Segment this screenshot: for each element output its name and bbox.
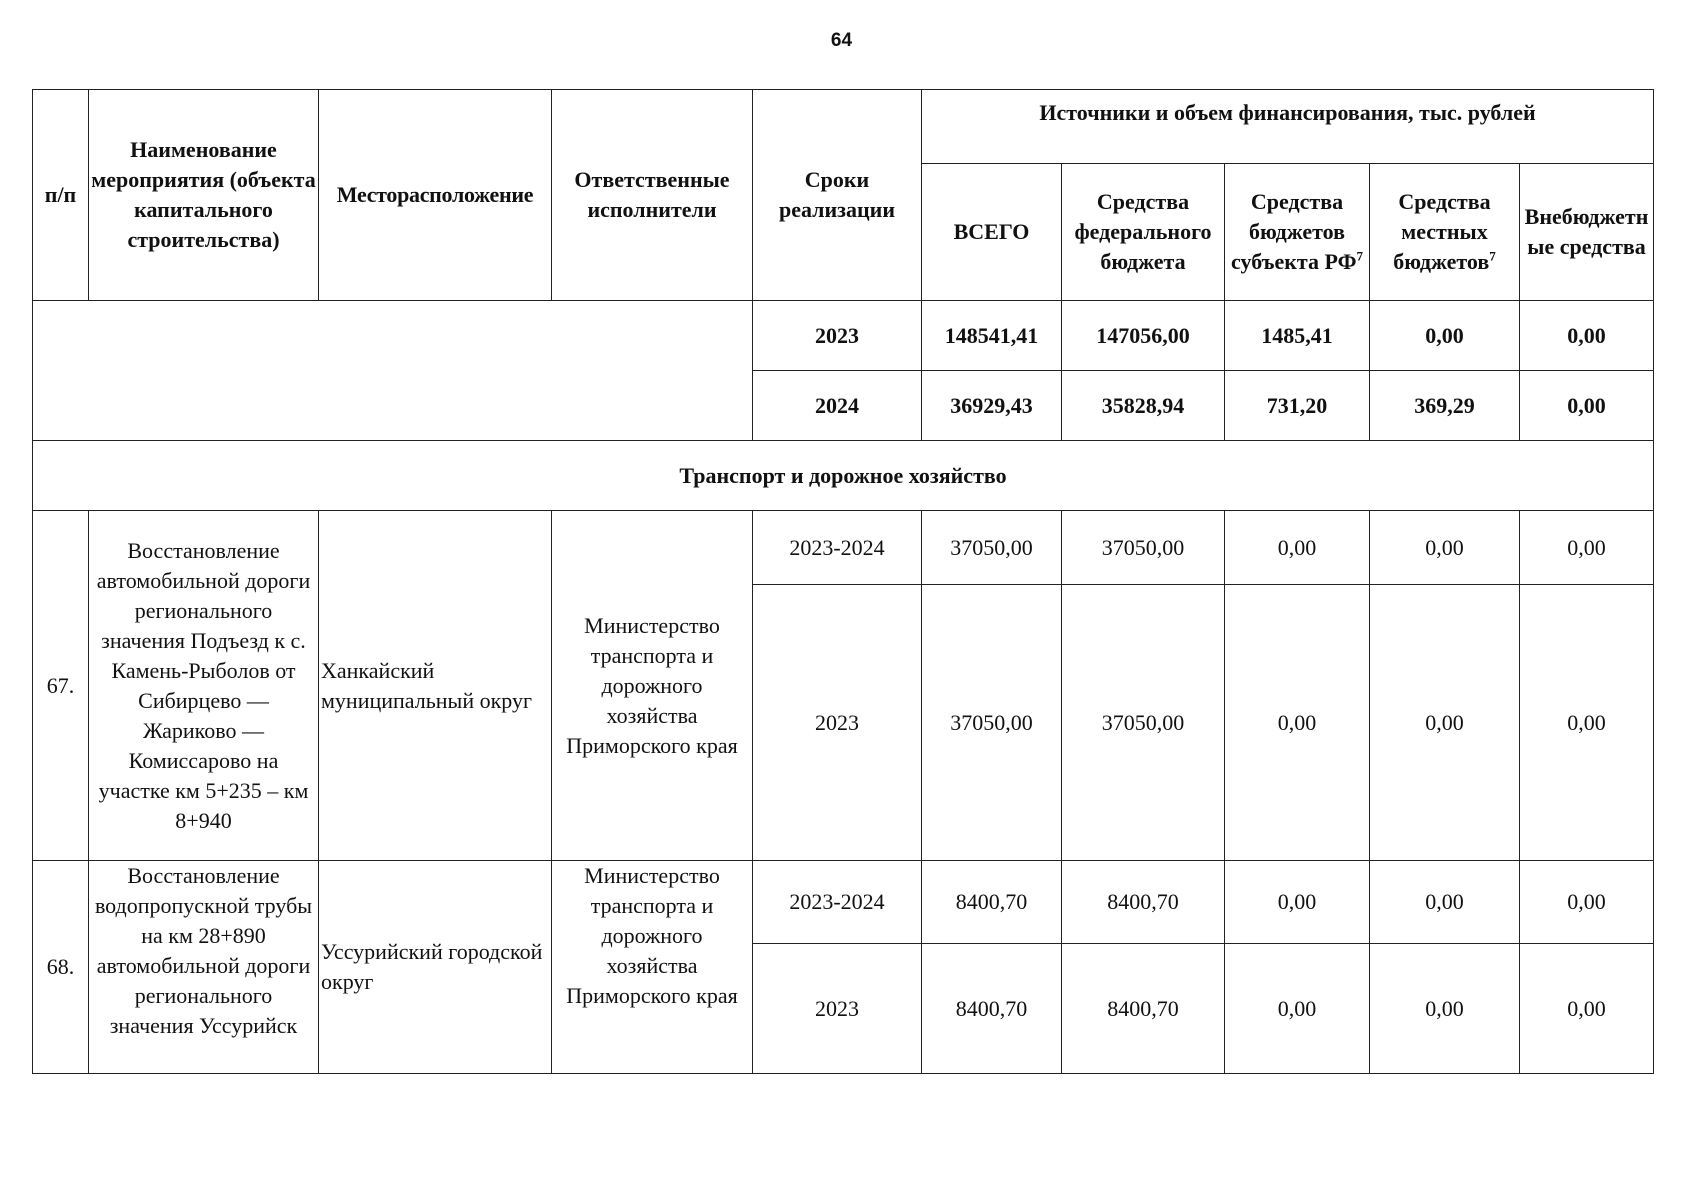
cell-local: 0,00 [1370, 301, 1520, 371]
header-row [33, 90, 1654, 164]
header-extra: Внебюджетные средства [1520, 164, 1654, 301]
cell-extra: 0,00 [1520, 944, 1654, 1074]
cell-period: 2023 [753, 944, 922, 1074]
cell-subject: 1485,41 [1225, 301, 1370, 371]
table-row [33, 861, 1654, 944]
item-name: Восстановление автомобильной дороги регионального значения Подъезд к с. Камень-Рыболов от Сибирцево — Жариково — Комиссарово на участке км 5+235 – км 8+940 [89, 511, 319, 861]
section-title: Транспорт и дорожное хозяйство [33, 441, 1654, 511]
cell-local: 0,00 [1370, 861, 1520, 944]
cell-extra: 0,00 [1520, 511, 1654, 585]
cell-local: 0,00 [1370, 511, 1520, 585]
header-location: Месторасположение [319, 90, 552, 301]
header-local [1370, 164, 1520, 301]
cell-total: 37050,00 [922, 585, 1062, 861]
totals-row [33, 301, 1654, 371]
header-local-label: Средства местных бюджетов [1393, 189, 1491, 274]
cell-extra: 0,00 [1520, 861, 1654, 944]
cell-extra: 0,00 [1520, 301, 1654, 371]
header-financing-group: Источники и объем финансирования, тыс. рублей [922, 90, 1654, 164]
cell-federal: 37050,00 [1062, 585, 1225, 861]
cell-local: 369,29 [1370, 371, 1520, 441]
header-period: Сроки реализации [753, 90, 922, 301]
cell-federal: 37050,00 [1062, 511, 1225, 585]
cell-total: 8400,70 [922, 944, 1062, 1074]
header-executors: Ответственные исполнители [552, 90, 753, 301]
cell-federal: 8400,70 [1062, 944, 1225, 1074]
header-subject [1225, 164, 1370, 301]
cell-extra: 0,00 [1520, 371, 1654, 441]
table-row [33, 511, 1654, 585]
footnote-mark: 7 [1356, 248, 1363, 264]
cell-federal: 35828,94 [1062, 371, 1225, 441]
cell-period: 2023 [753, 301, 922, 371]
cell-subject: 0,00 [1225, 944, 1370, 1074]
cell-subject: 731,20 [1225, 371, 1370, 441]
header-num: п/п [33, 90, 89, 301]
item-number: 68. [33, 861, 89, 1074]
totals-blank-cell [33, 301, 753, 441]
cell-period: 2024 [753, 371, 922, 441]
section-row [33, 441, 1654, 511]
cell-total: 37050,00 [922, 511, 1062, 585]
cell-total: 36929,43 [922, 371, 1062, 441]
cell-total: 148541,41 [922, 301, 1062, 371]
cell-subject: 0,00 [1225, 861, 1370, 944]
financing-table [32, 89, 1654, 1074]
page-number: 64 [830, 30, 853, 51]
item-location: Ханкайский муниципальный округ [319, 511, 552, 861]
item-location: Уссурийский городской округ [319, 861, 552, 1074]
cell-extra: 0,00 [1520, 585, 1654, 861]
cell-local: 0,00 [1370, 944, 1520, 1074]
cell-federal: 147056,00 [1062, 301, 1225, 371]
item-executor: Министерство транспорта и дорожного хозяйства Приморского края [552, 861, 753, 1074]
header-federal: Средства федерального бюджета [1062, 164, 1225, 301]
cell-subject: 0,00 [1225, 585, 1370, 861]
cell-period: 2023-2024 [753, 861, 922, 944]
header-total: ВСЕГО [922, 164, 1062, 301]
cell-period: 2023-2024 [753, 511, 922, 585]
cell-federal: 8400,70 [1062, 861, 1225, 944]
cell-subject: 0,00 [1225, 511, 1370, 585]
footnote-mark: 7 [1489, 248, 1496, 264]
item-number: 67. [33, 511, 89, 861]
item-executor: Министерство транспорта и дорожного хозяйства Приморского края [552, 511, 753, 861]
item-name: Восстановление водопропускной трубы на км 28+890 автомобильной дороги регионального значения Уссурийск [89, 861, 319, 1074]
cell-total: 8400,70 [922, 861, 1062, 944]
cell-period: 2023 [753, 585, 922, 861]
header-subject-label: Средства бюджетов субъекта РФ [1231, 189, 1357, 274]
cell-local: 0,00 [1370, 585, 1520, 861]
header-name: Наименование мероприятия (объекта капитального строительства) [89, 90, 319, 301]
